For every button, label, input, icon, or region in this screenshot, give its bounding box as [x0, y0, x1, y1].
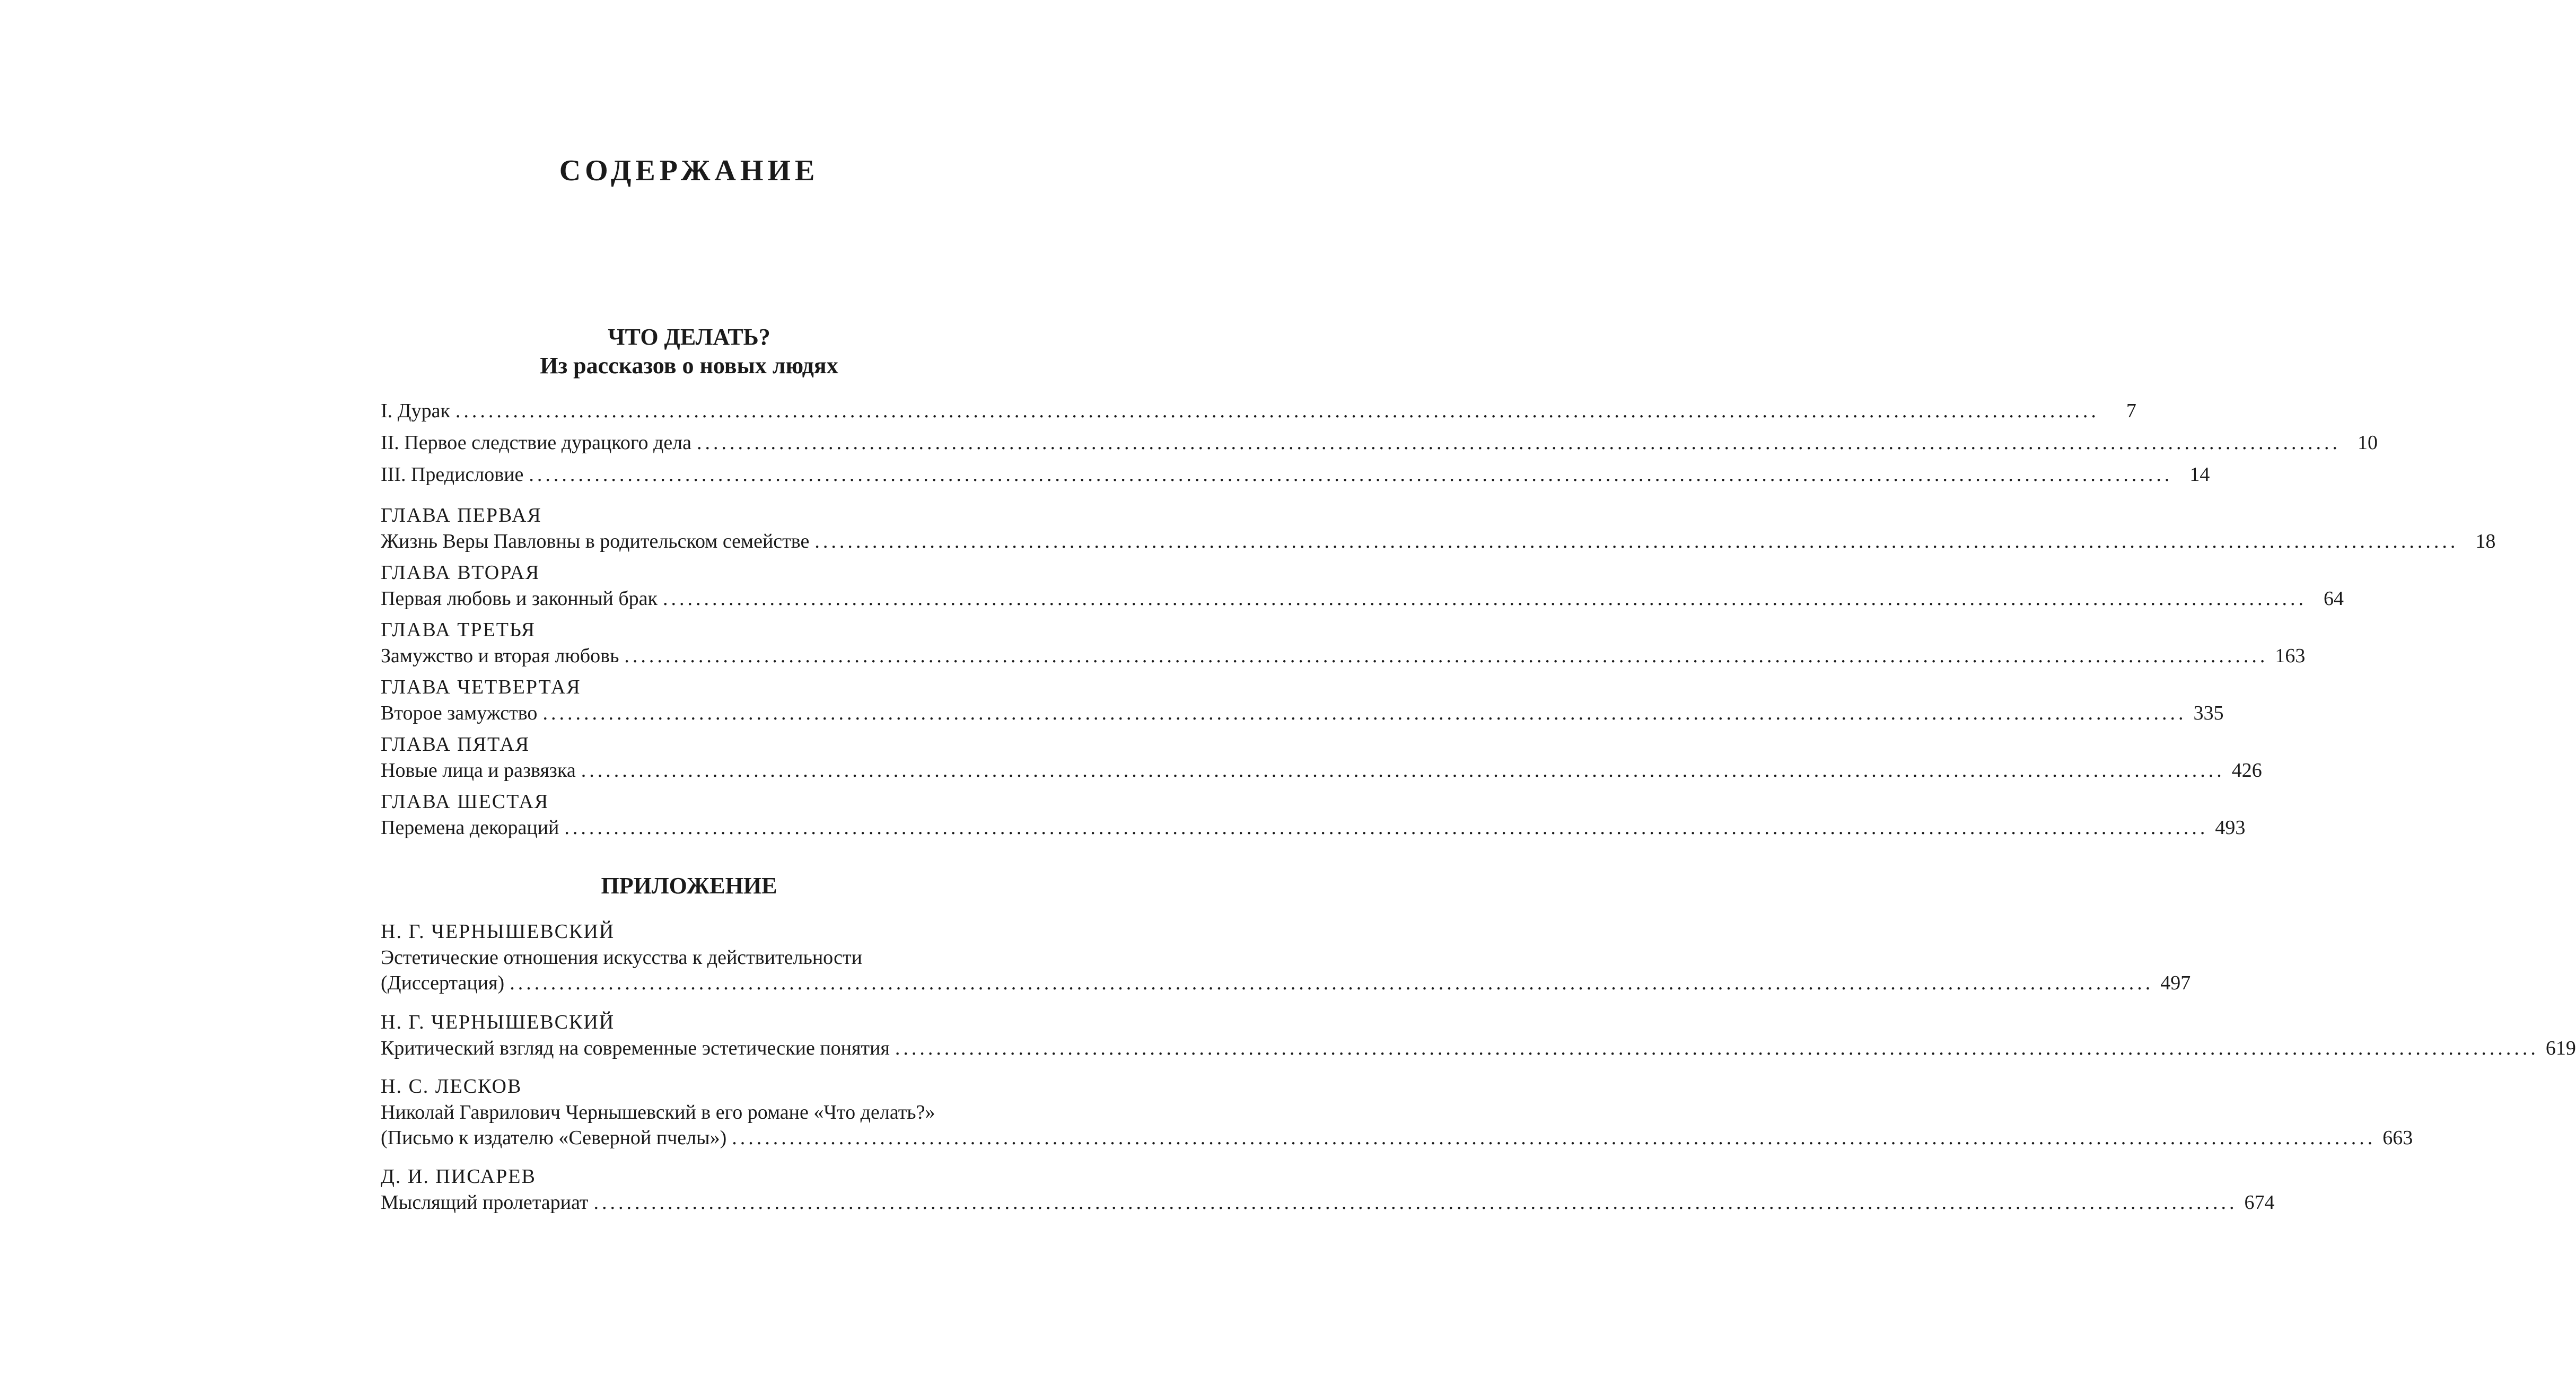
leader-dots: ........................................................................................................................................................................................................ — [581, 759, 2225, 782]
toc-entry-title: Новые лица и развязка — [381, 759, 576, 782]
leader-dots: ........................................................................................................................................................................................................ — [663, 587, 2307, 610]
chapter-label: ГЛАВА ПЕРВАЯ — [381, 504, 542, 526]
page-heading: СОДЕРЖАНИЕ — [559, 154, 819, 187]
toc-entry-title: Первая любовь и законный брак — [381, 587, 658, 610]
leader-dots: ........................................................................................................................................................................................................ — [593, 1191, 2238, 1214]
chapter-label: ГЛАВА ТРЕТЬЯ — [381, 619, 536, 641]
leader-dots: ........................................................................................................................................................................................................ — [697, 432, 2341, 454]
toc-row[interactable] — [381, 1190, 2275, 1215]
novel-subtitle: Из рассказов о новых людях — [540, 353, 838, 379]
toc-entry-page: 335 — [2193, 702, 2224, 724]
toc-row[interactable] — [381, 398, 2136, 424]
toc-row[interactable] — [381, 1125, 2413, 1151]
toc-row[interactable] — [381, 815, 2246, 840]
toc-entry-page: 10 — [2358, 432, 2378, 454]
author-label: Н. Г. ЧЕРНЫШЕВСКИЙ — [381, 920, 615, 943]
toc-entry-page: 663 — [2382, 1127, 2413, 1149]
toc-entry-page: 14 — [2189, 463, 2210, 486]
entry-title-line: Эстетические отношения искусства к действительности — [381, 946, 862, 969]
toc-entry-page: 426 — [2231, 759, 2262, 782]
chapter-label: ГЛАВА ВТОРАЯ — [381, 561, 540, 584]
chapter-label: ГЛАВА ЧЕТВЕРТАЯ — [381, 676, 581, 698]
toc-entry-page: 674 — [2244, 1191, 2275, 1214]
leader-dots: ........................................................................................................................................................................................................ — [624, 645, 2268, 667]
toc-row[interactable] — [381, 970, 2191, 996]
toc-row[interactable] — [381, 1035, 2576, 1061]
leader-dots: ........................................................................................................................................................................................................ — [510, 972, 2154, 994]
leader-dots: ........................................................................................................................................................................................................ — [542, 702, 2187, 724]
author-label: Н. С. ЛЕСКОВ — [381, 1075, 522, 1098]
toc-entry-page: 493 — [2215, 817, 2246, 839]
toc-entry-title: III. Предисловие — [381, 463, 524, 486]
chapter-label: ГЛАВА ПЯТАЯ — [381, 733, 530, 756]
toc-entry-page: 18 — [2475, 530, 2496, 552]
leader-dots: ........................................................................................................................................................................................................ — [895, 1037, 2539, 1059]
leader-dots: ........................................................................................................................................................................................................ — [564, 817, 2209, 839]
toc-row[interactable] — [381, 758, 2262, 783]
toc-row[interactable] — [381, 643, 2306, 669]
toc-entry-title: (Диссертация) — [381, 972, 505, 994]
toc-row[interactable] — [381, 586, 2344, 611]
entry-title-line: Николай Гаврилович Чернышевский в его романе «Что делать?» — [381, 1101, 935, 1124]
author-label: Н. Г. ЧЕРНЫШЕВСКИЙ — [381, 1011, 615, 1033]
toc-entry-page: 497 — [2160, 972, 2191, 994]
chapter-label: ГЛАВА ШЕСТАЯ — [381, 791, 549, 813]
toc-entry-page: 619 — [2545, 1037, 2576, 1059]
toc-entry-page: 7 — [2126, 400, 2136, 422]
toc-row[interactable] — [381, 430, 2378, 455]
leader-dots: ........................................................................................................................................................................................................ — [732, 1127, 2376, 1149]
toc-entry-title: Замужство и вторая любовь — [381, 645, 619, 667]
leader-dots: ........................................................................................................................................................................................................ — [455, 400, 2099, 422]
toc-entry-title: Второе замужство — [381, 702, 538, 724]
toc-entry-page: 64 — [2324, 587, 2344, 610]
toc-entry-title: Критический взгляд на современные эстетические понятия — [381, 1037, 890, 1059]
toc-row[interactable] — [381, 700, 2224, 726]
leader-dots: ........................................................................................................................................................................................................ — [814, 530, 2459, 552]
author-label: Д. И. ПИСАРЕВ — [381, 1165, 536, 1188]
toc-row[interactable] — [381, 529, 2496, 554]
toc-row[interactable] — [381, 462, 2210, 487]
toc-entry-title: I. Дурак — [381, 400, 450, 422]
toc-entry-title: II. Первое следствие дурацкого дела — [381, 432, 692, 454]
toc-entry-title: Перемена декораций — [381, 817, 559, 839]
appendix-title: ПРИЛОЖЕНИЕ — [601, 873, 777, 899]
toc-entry-title: (Письмо к издателю «Северной пчелы») — [381, 1127, 727, 1149]
toc-entry-page: 163 — [2275, 645, 2306, 667]
novel-title: ЧТО ДЕЛАТЬ? — [608, 324, 770, 350]
leader-dots: ........................................................................................................................................................................................................ — [529, 463, 2173, 486]
toc-entry-title: Мыслящий пролетариат — [381, 1191, 589, 1214]
toc-entry-title: Жизнь Веры Павловны в родительском семействе — [381, 530, 810, 552]
